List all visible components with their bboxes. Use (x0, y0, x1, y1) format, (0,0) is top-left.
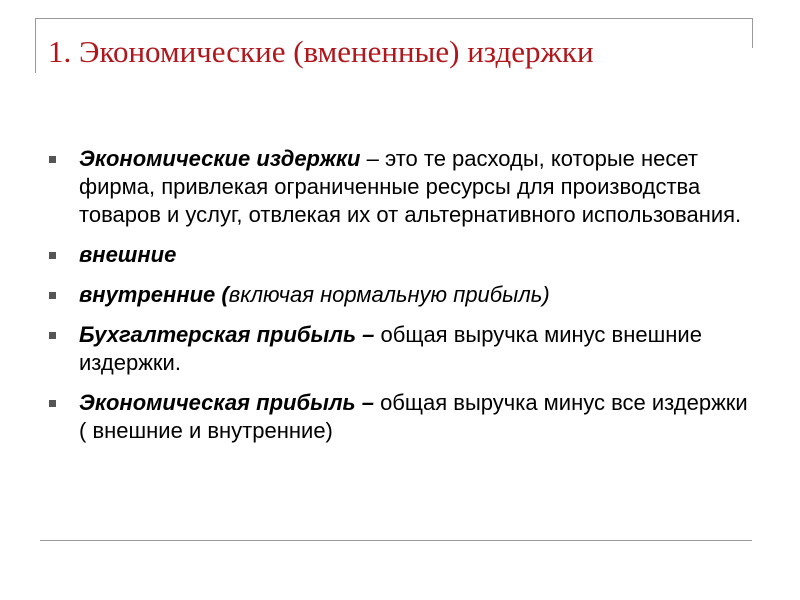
bullet-item-accounting-profit (48, 321, 748, 377)
bullet-list (48, 145, 748, 457)
definition-economic-profit: общая выручка минус все издержки ( внешние и внутренние) (79, 390, 748, 443)
term-economic-profit: Экономическая прибыль – (79, 390, 374, 415)
term-internal: внутренние ( (79, 282, 229, 307)
title-left-rule (35, 18, 36, 73)
definition-economic-costs: – это те расходы, которые несет фирма, привлекая ограниченные ресурсы для производства товаров и услуг, отвлекая их от альтернативного использования. (79, 146, 742, 227)
note-internal: включая нормальную прибыль) (228, 282, 550, 307)
bullet-item-economic-profit (48, 389, 748, 445)
term-external: внешние (79, 242, 177, 267)
square-bullet-icon (49, 400, 56, 407)
bullet-item-internal (48, 281, 748, 309)
title-top-rule (35, 18, 753, 19)
slide-title: 1. Экономические (вмененные) издержки (48, 34, 594, 69)
definition-accounting-profit: общая выручка минус внешние издержки. (79, 322, 702, 375)
term-accounting-profit: Бухгалтерская прибыль – (79, 322, 375, 347)
term-economic-costs: Экономические издержки (79, 146, 361, 171)
bullet-item-external (48, 241, 748, 269)
bullet-item-economic-costs (48, 145, 748, 229)
title-rule-right-tick (752, 18, 753, 48)
bottom-rule (40, 540, 752, 541)
square-bullet-icon (49, 252, 56, 259)
square-bullet-icon (49, 332, 56, 339)
square-bullet-icon (49, 292, 56, 299)
square-bullet-icon (49, 156, 56, 163)
